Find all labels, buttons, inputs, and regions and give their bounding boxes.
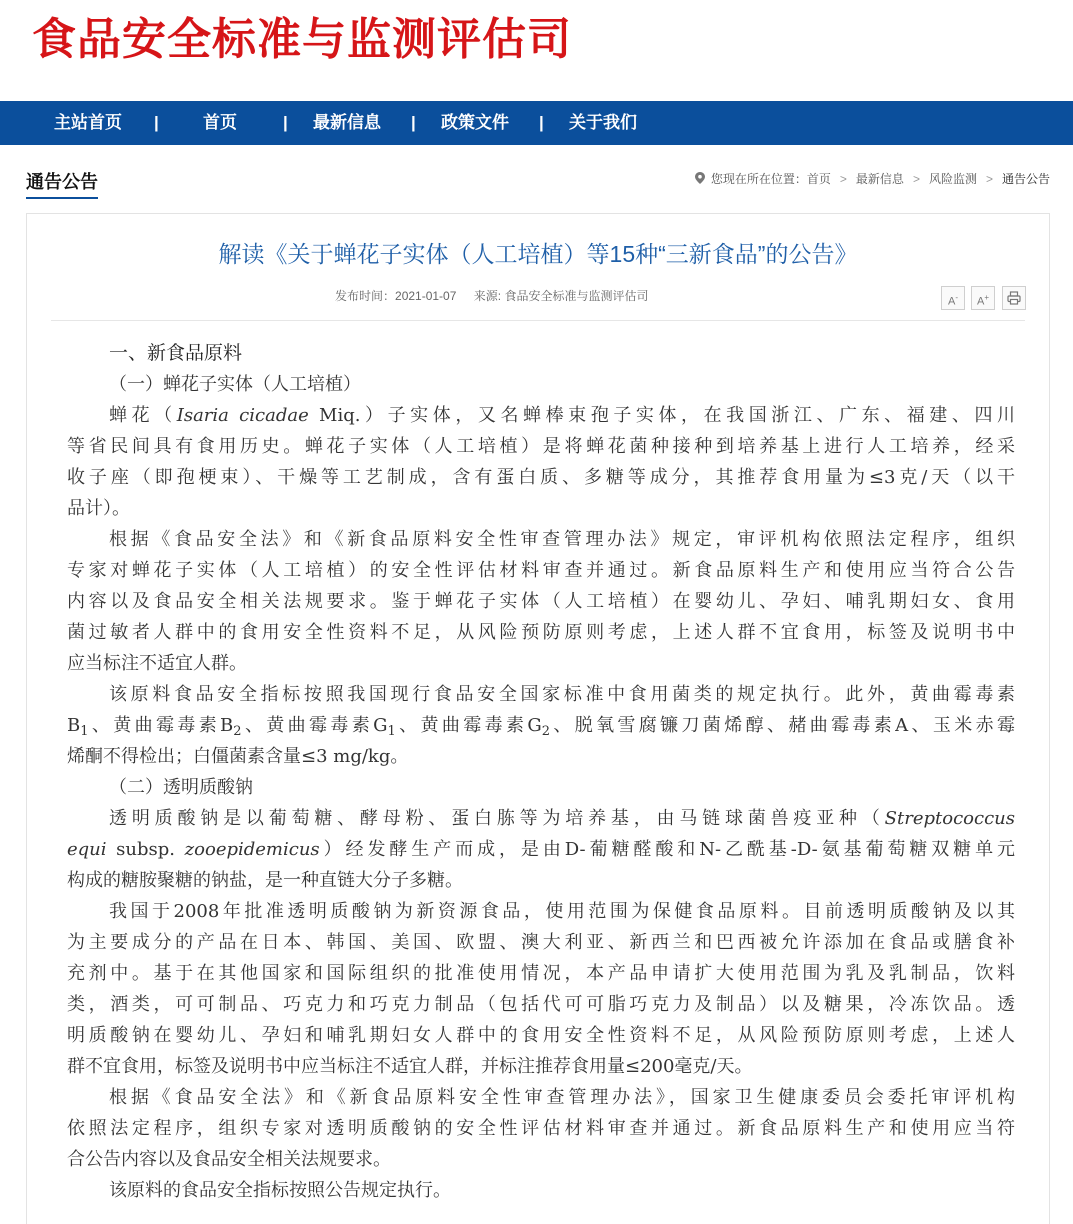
source-label: 来源:	[473, 289, 502, 303]
text-line: 等省民间具有食用历史。蝉花子实体（人工培植）是将蝉花菌种接种到培养基上进行人工培养，经采	[67, 436, 1015, 457]
text-line: 蝉花（Isaria cicadae Miq.）子实体，又名蝉棒束孢子实体，在我国浙江、广东、福建、四川	[109, 405, 1016, 426]
site-header	[0, 0, 1073, 101]
text-line: 依照法定程序，组织专家对透明质酸钠的安全性评估材料审查并通过。新食品原料生产和使用应当符	[67, 1118, 1015, 1139]
breadcrumb-item-latest-news[interactable]: 最新信息	[855, 172, 904, 186]
latin-species-name: Isaria cicadae	[176, 405, 309, 426]
article-body	[67, 338, 1015, 1206]
text-line: 收子座（即孢梗束）、干燥等工艺制成，含有蛋白质、多糖等成分，其推荐食用量为≤3克/天（以干	[67, 467, 1015, 488]
nav-item-main-home[interactable]: 主站首页	[54, 113, 122, 132]
latin-species-name: Streptococcus	[884, 808, 1015, 829]
nav-separator: |	[283, 113, 288, 132]
font-smaller-button[interactable]: A-	[941, 286, 965, 310]
subheading-cicada-flower: （一）蝉花子实体（人工培植）	[109, 374, 361, 395]
text-line: equi subsp. zooepidemicus）经发酵生产而成，是由D-葡糖醛酸和N-乙酰基-D-氨基葡萄糖双糖单元	[67, 839, 1016, 860]
location-pin-icon	[695, 172, 705, 184]
text-line: 透明质酸钠是以葡萄糖、酵母粉、蛋白胨等为培养基，由马链球菌兽疫亚种（Streptococcus	[109, 808, 1015, 829]
breadcrumb-prefix: 您现在所在位置：	[710, 172, 807, 186]
title-divider	[51, 320, 1025, 321]
breadcrumb-separator: >	[839, 172, 847, 186]
nav-item-policy-docs[interactable]: 政策文件	[441, 113, 509, 132]
article-meta	[335, 287, 648, 304]
text-line: 为主要成分的产品在日本、韩国、美国、欧盟、澳大利亚、新西兰和巴西被允许添加在食品或膳食补	[67, 932, 1015, 953]
nav-separator: |	[411, 113, 416, 132]
text-line: 菌过敏者人群中的食用安全性资料不足，从风险预防原则考虑，上述人群不宜食用，标签及说明书中	[67, 622, 1015, 643]
paragraph	[67, 803, 1015, 896]
text-line: 烯酮不得检出；白僵菌素含量≤3 mg/kg。	[67, 746, 409, 767]
breadcrumb-separator: >	[985, 172, 993, 186]
text-line: 根据《食品安全法》和《新食品原料安全性审查管理办法》规定，审评机构依照法定程序，组织	[109, 529, 1015, 550]
heading-new-food-materials: 一、新食品原料	[109, 343, 243, 364]
text-line: 明质酸钠在婴幼儿、孕妇和哺乳期妇女人群中的食用安全性资料不足，从风险预防原则考虑，上述人	[67, 1025, 1015, 1046]
text-line: 该原料的食品安全指标按照公告规定执行。	[109, 1180, 451, 1201]
paragraph	[67, 524, 1015, 679]
text-line: 充剂中。基于在其他国家和国际组织的批准使用情况，本产品申请扩大使用范围为乳及乳制品，饮料	[67, 963, 1015, 984]
text-line: 应当标注不适宜人群。	[67, 653, 247, 674]
breadcrumb-item-notices[interactable]: 通告公告	[1001, 172, 1050, 186]
text-line: 内容以及食品安全相关法规要求。鉴于蝉花子实体（人工培植）在婴幼儿、孕妇、哺乳期妇女、食用	[67, 591, 1015, 612]
nav-item-home[interactable]: 首页	[203, 113, 237, 132]
text-line: 构成的糖胺聚糖的钠盐，是一种直链大分子多糖。	[67, 870, 463, 891]
article-title: 解读《关于蝉花子实体（人工培植）等15种“三新食品”的公告》	[218, 241, 858, 267]
text-line: 类，酒类，可可制品、巧克力和巧克力制品（包括代可可脂巧克力及制品）以及糖果，冷冻饮品。透	[67, 994, 1015, 1015]
font-larger-button[interactable]: A+	[971, 286, 995, 310]
site-title[interactable]: 食品安全标准与监测评估司	[32, 14, 572, 65]
nav-separator: |	[539, 113, 544, 132]
publish-date: 2021-01-07	[395, 289, 457, 303]
source-value: 食品安全标准与监测评估司	[504, 289, 649, 303]
text-line: 群不宜食用，标签及说明书中应当标注不适宜人群，并标注推荐食用量≤200毫克/天。	[67, 1056, 753, 1077]
nav-separator: |	[154, 113, 159, 132]
paragraph	[67, 400, 1015, 524]
text-line: 合公告内容以及食品安全相关法规要求。	[67, 1149, 391, 1170]
section-title: 通告公告	[26, 168, 98, 199]
section-bar	[26, 166, 1050, 196]
nav-item-latest-news[interactable]: 最新信息	[313, 113, 381, 132]
text-line: 我国于2008年批准透明质酸钠为新资源食品，使用范围为保健食品原料。目前透明质酸钠及以其	[109, 901, 1015, 922]
print-button[interactable]	[1002, 286, 1026, 310]
text-line: 专家对蝉花子实体（人工培植）的安全性评估材料审查并通过。新食品原料生产和使用应当符合公告	[67, 560, 1015, 581]
text-line: 根据《食品安全法》和《新食品原料安全性审查管理办法》，国家卫生健康委员会委托审评机构	[109, 1087, 1015, 1108]
paragraph	[67, 679, 1015, 772]
text-line: $B_1$、黄曲霉毒素$B_2$、黄曲霉毒素$G_1$、黄曲霉毒素$G_2$、脱氧雪腐镰刀菌烯醇、赭曲霉毒素A、玉米赤霉	[67, 715, 1015, 739]
text-line: 该原料食品安全指标按照我国现行食品安全国家标准中食用菌类的规定执行。此外，黄曲霉毒素	[109, 684, 1015, 705]
print-icon	[1007, 291, 1021, 305]
nav-item-about-us[interactable]: 关于我们	[569, 113, 637, 132]
breadcrumb	[695, 170, 1050, 187]
main-nav	[0, 101, 1073, 145]
subheading-hyaluronate: （二）透明质酸钠	[109, 777, 253, 798]
paragraph	[67, 896, 1015, 1082]
breadcrumb-item-risk-monitoring[interactable]: 风险监测	[928, 172, 977, 186]
text-line: 品计）。	[67, 498, 130, 519]
article-container	[26, 213, 1050, 1224]
breadcrumb-item-home[interactable]: 首页	[806, 172, 831, 186]
breadcrumb-separator: >	[912, 172, 920, 186]
paragraph	[67, 1175, 1015, 1206]
paragraph	[67, 1082, 1015, 1175]
publish-date-label: 发布时间：	[335, 289, 396, 303]
